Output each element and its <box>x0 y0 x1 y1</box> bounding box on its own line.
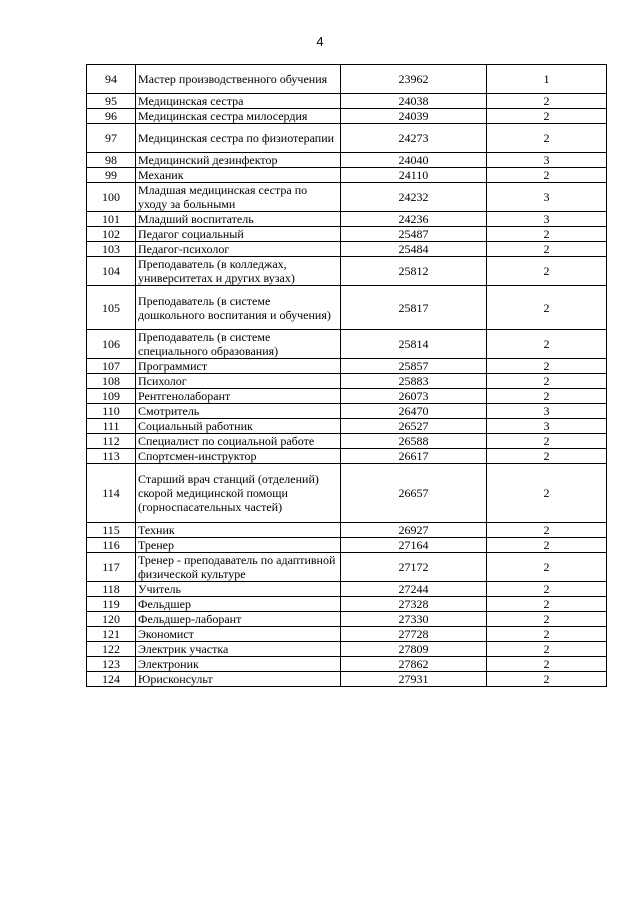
profession-code: 27728 <box>341 627 487 642</box>
profession-name: Преподаватель (в колледжах, университетах и других вузах) <box>136 257 341 286</box>
group-value: 2 <box>487 286 607 330</box>
profession-name: Электроник <box>136 657 341 672</box>
group-value: 2 <box>487 374 607 389</box>
table-row <box>87 242 607 257</box>
table-row <box>87 464 607 523</box>
row-number: 112 <box>87 434 136 449</box>
table-row <box>87 227 607 242</box>
profession-name: Учитель <box>136 582 341 597</box>
group-value: 2 <box>487 642 607 657</box>
profession-name: Спортсмен-инструктор <box>136 449 341 464</box>
profession-code: 26657 <box>341 464 487 523</box>
group-value: 2 <box>487 464 607 523</box>
row-number: 107 <box>87 359 136 374</box>
profession-code: 24232 <box>341 183 487 212</box>
row-number: 109 <box>87 389 136 404</box>
profession-code: 24110 <box>341 168 487 183</box>
group-value: 2 <box>487 538 607 553</box>
profession-code: 26470 <box>341 404 487 419</box>
group-value: 2 <box>487 94 607 109</box>
table-row <box>87 434 607 449</box>
group-value: 2 <box>487 597 607 612</box>
profession-code: 25817 <box>341 286 487 330</box>
profession-code: 26588 <box>341 434 487 449</box>
group-value: 2 <box>487 627 607 642</box>
profession-name: Фельдшер-лаборант <box>136 612 341 627</box>
profession-code: 26073 <box>341 389 487 404</box>
table-row <box>87 330 607 359</box>
profession-code: 26617 <box>341 449 487 464</box>
profession-name: Медицинский дезинфектор <box>136 153 341 168</box>
row-number: 96 <box>87 109 136 124</box>
group-value: 2 <box>487 672 607 687</box>
row-number: 104 <box>87 257 136 286</box>
profession-code: 27809 <box>341 642 487 657</box>
group-value: 3 <box>487 183 607 212</box>
group-value: 1 <box>487 65 607 94</box>
group-value: 2 <box>487 553 607 582</box>
row-number: 98 <box>87 153 136 168</box>
professions-table <box>86 64 607 687</box>
profession-code: 27862 <box>341 657 487 672</box>
profession-name: Электрик участка <box>136 642 341 657</box>
group-value: 3 <box>487 153 607 168</box>
row-number: 110 <box>87 404 136 419</box>
row-number: 115 <box>87 523 136 538</box>
profession-name: Педагог социальный <box>136 227 341 242</box>
table-row <box>87 168 607 183</box>
table-row <box>87 538 607 553</box>
profession-name: Старший врач станций (отделений) скорой медицинской помощи (горноспасательных частей) <box>136 464 341 523</box>
table-row <box>87 153 607 168</box>
profession-name: Медицинская сестра по физиотерапии <box>136 124 341 153</box>
table-row <box>87 124 607 153</box>
table-row <box>87 597 607 612</box>
row-number: 99 <box>87 168 136 183</box>
profession-code: 24236 <box>341 212 487 227</box>
row-number: 121 <box>87 627 136 642</box>
table-row <box>87 627 607 642</box>
table-row <box>87 404 607 419</box>
table-row <box>87 419 607 434</box>
row-number: 119 <box>87 597 136 612</box>
row-number: 118 <box>87 582 136 597</box>
table-row <box>87 183 607 212</box>
profession-code: 25484 <box>341 242 487 257</box>
profession-name: Юрисконсульт <box>136 672 341 687</box>
profession-code: 24038 <box>341 94 487 109</box>
row-number: 123 <box>87 657 136 672</box>
table-row <box>87 553 607 582</box>
profession-code: 25883 <box>341 374 487 389</box>
row-number: 103 <box>87 242 136 257</box>
row-number: 116 <box>87 538 136 553</box>
row-number: 108 <box>87 374 136 389</box>
profession-code: 27330 <box>341 612 487 627</box>
profession-code: 25487 <box>341 227 487 242</box>
row-number: 94 <box>87 65 136 94</box>
table-row <box>87 582 607 597</box>
group-value: 3 <box>487 419 607 434</box>
row-number: 124 <box>87 672 136 687</box>
profession-code: 27164 <box>341 538 487 553</box>
group-value: 2 <box>487 168 607 183</box>
table-row <box>87 523 607 538</box>
profession-code: 25814 <box>341 330 487 359</box>
group-value: 3 <box>487 404 607 419</box>
profession-code: 27328 <box>341 597 487 612</box>
profession-code: 25857 <box>341 359 487 374</box>
profession-code: 27172 <box>341 553 487 582</box>
row-number: 106 <box>87 330 136 359</box>
table-row <box>87 642 607 657</box>
row-number: 120 <box>87 612 136 627</box>
table-row <box>87 612 607 627</box>
profession-code: 26927 <box>341 523 487 538</box>
profession-name: Педагог-психолог <box>136 242 341 257</box>
group-value: 2 <box>487 449 607 464</box>
profession-name: Преподаватель (в системе специального образования) <box>136 330 341 359</box>
row-number: 100 <box>87 183 136 212</box>
profession-name: Социальный работник <box>136 419 341 434</box>
profession-name: Младший воспитатель <box>136 212 341 227</box>
profession-name: Фельдшер <box>136 597 341 612</box>
row-number: 101 <box>87 212 136 227</box>
table-row <box>87 257 607 286</box>
group-value: 2 <box>487 124 607 153</box>
profession-name: Техник <box>136 523 341 538</box>
profession-code: 26527 <box>341 419 487 434</box>
row-number: 113 <box>87 449 136 464</box>
row-number: 105 <box>87 286 136 330</box>
profession-name: Медицинская сестра милосердия <box>136 109 341 124</box>
row-number: 114 <box>87 464 136 523</box>
profession-code: 24040 <box>341 153 487 168</box>
table-row <box>87 94 607 109</box>
group-value: 2 <box>487 242 607 257</box>
table-row <box>87 286 607 330</box>
profession-name: Тренер <box>136 538 341 553</box>
profession-code: 25812 <box>341 257 487 286</box>
group-value: 2 <box>487 389 607 404</box>
row-number: 111 <box>87 419 136 434</box>
table-row <box>87 657 607 672</box>
profession-code: 24039 <box>341 109 487 124</box>
group-value: 2 <box>487 227 607 242</box>
profession-name: Психолог <box>136 374 341 389</box>
profession-code: 27931 <box>341 672 487 687</box>
profession-name: Рентгенолаборант <box>136 389 341 404</box>
table-row <box>87 389 607 404</box>
profession-name: Мастер производственного обучения <box>136 65 341 94</box>
table-row <box>87 374 607 389</box>
table-row <box>87 449 607 464</box>
profession-name: Преподаватель (в системе дошкольного воспитания и обучения) <box>136 286 341 330</box>
row-number: 102 <box>87 227 136 242</box>
row-number: 122 <box>87 642 136 657</box>
group-value: 2 <box>487 612 607 627</box>
group-value: 2 <box>487 359 607 374</box>
group-value: 3 <box>487 212 607 227</box>
table-row <box>87 672 607 687</box>
group-value: 2 <box>487 657 607 672</box>
group-value: 2 <box>487 434 607 449</box>
profession-code: 24273 <box>341 124 487 153</box>
profession-name: Медицинская сестра <box>136 94 341 109</box>
profession-name: Программист <box>136 359 341 374</box>
table-row <box>87 359 607 374</box>
group-value: 2 <box>487 582 607 597</box>
profession-code: 23962 <box>341 65 487 94</box>
profession-name: Специалист по социальной работе <box>136 434 341 449</box>
row-number: 117 <box>87 553 136 582</box>
table-row <box>87 109 607 124</box>
table-row <box>87 65 607 94</box>
page-number: 4 <box>316 34 324 49</box>
group-value: 2 <box>487 523 607 538</box>
row-number: 97 <box>87 124 136 153</box>
group-value: 2 <box>487 109 607 124</box>
profession-name: Младшая медицинская сестра по уходу за больными <box>136 183 341 212</box>
group-value: 2 <box>487 257 607 286</box>
profession-name: Экономист <box>136 627 341 642</box>
profession-name: Смотритель <box>136 404 341 419</box>
profession-code: 27244 <box>341 582 487 597</box>
row-number: 95 <box>87 94 136 109</box>
table-body <box>87 65 607 687</box>
group-value: 2 <box>487 330 607 359</box>
table-row <box>87 212 607 227</box>
profession-name: Тренер - преподаватель по адаптивной физической культуре <box>136 553 341 582</box>
profession-name: Механик <box>136 168 341 183</box>
